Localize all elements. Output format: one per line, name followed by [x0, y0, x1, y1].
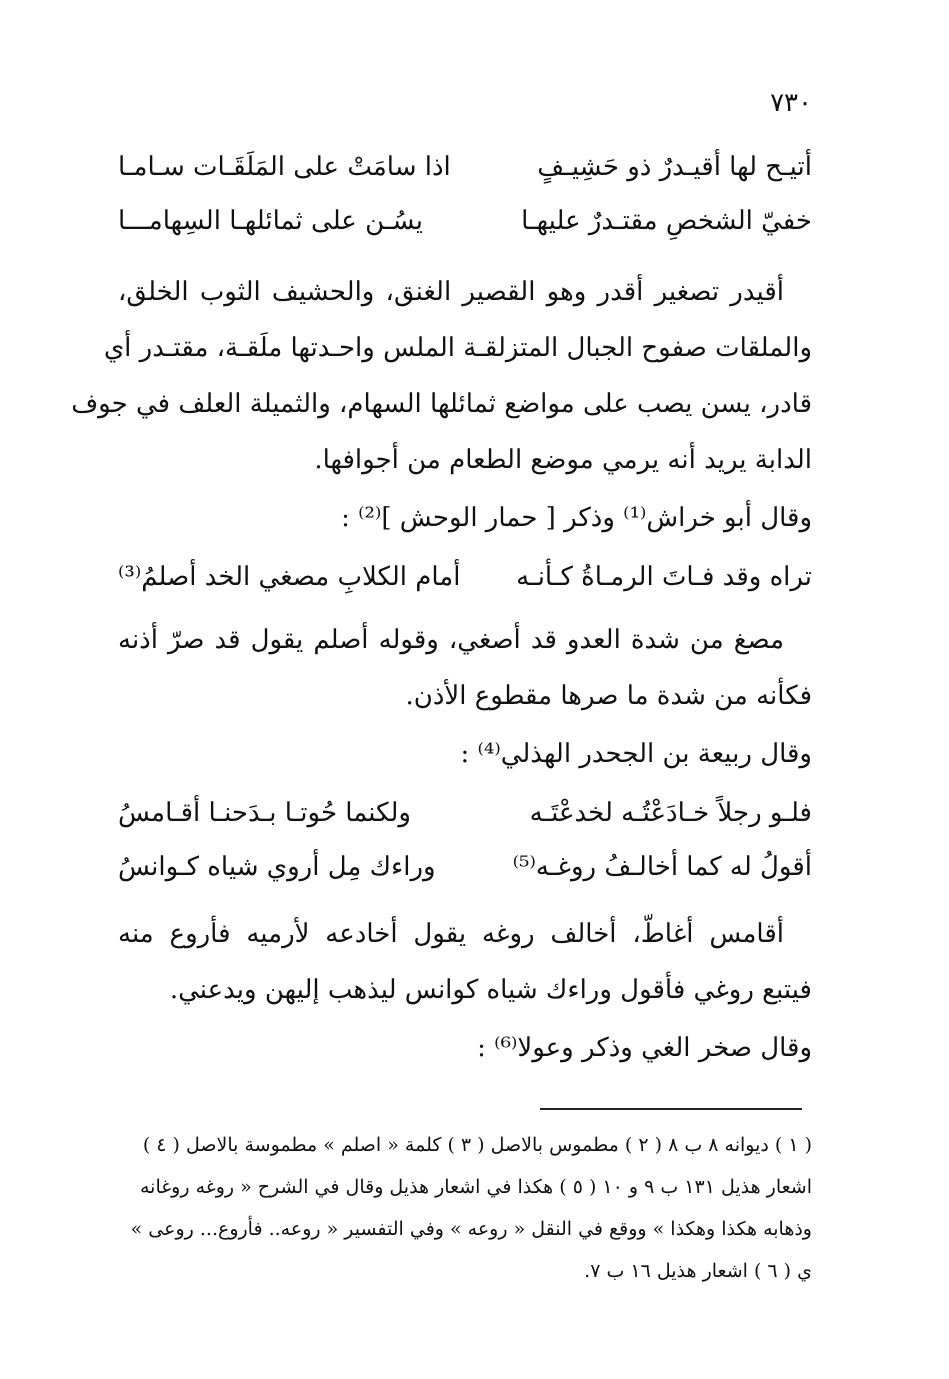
verse-line: [118, 194, 812, 248]
poem-intro-2: وقال أبو خراش⁽¹⁾ وذكر [ حمار الوحش ]⁽²⁾ :: [341, 503, 812, 533]
commentary-paragraph-2: [118, 612, 812, 724]
poem-intro-4: وقال صخر الغي وذكر وعولا⁽⁶⁾ :: [477, 1033, 812, 1063]
verse-line: [118, 786, 812, 840]
verse-hemistich-right: أتيـح لها أقيـدرٌ ذو حَشِيـفٍ: [537, 152, 812, 182]
verse-hemistich-right: فلـو رجلاً خـادَعْتُـه لخدعْتَـه: [529, 798, 812, 828]
verse-line: [118, 550, 812, 604]
verse-line: [118, 840, 812, 894]
verse-hemistich-left: أمام الكلابِ مصغي الخد أصلمُ⁽³⁾: [118, 562, 461, 592]
footnote-line: وذهابه هكذا وهكذا » ووقع في النقل « روعه » وفي التفسير « روعه.. فأروع... روعى »: [130, 1218, 812, 1240]
paragraph-line: أقيدر تصغير أقدر وهو القصير الغنق، والحشيف الثوب الخلق،: [118, 277, 784, 307]
page-number: ٧٣٠: [770, 88, 812, 118]
paragraph-line: مصغ من شدة العدو قد أصغي، وقوله أصلم يقول قد صرّ أذنه: [118, 625, 784, 655]
verse-hemistich-left: يسُـن على ثمائلهـا السِهامـــا: [118, 206, 423, 236]
footnote-line: ي ( ٦ ) اشعار هذيل ١٦ ب ٧.: [584, 1260, 812, 1282]
verse-block-1: [118, 140, 812, 248]
footnotes: [118, 1124, 812, 1292]
verse-hemistich-left: اذا سامَتْ على المَلَقَـات سـامـا: [118, 152, 451, 182]
verse-hemistich-right: تراه وقد فـاتَ الرمـاةُ كـأنـه: [516, 562, 812, 592]
paragraph-line: أقامس أغاطّ، أخالف روغه يقول أخادعه لأرميه فأروع منه: [118, 919, 784, 949]
verse-hemistich-right: خفيّ الشخصِ مقتـدرٌ عليهـا: [521, 206, 812, 236]
paragraph-line: فكأنه من شدة ما صرها مقطوع الأذن.: [405, 681, 812, 711]
commentary-paragraph-3: [118, 906, 812, 1018]
verse-line: [118, 140, 812, 194]
verse-hemistich-right: أقولُ له كما أخالـفُ روغـه⁽⁵⁾: [512, 852, 812, 882]
verse-hemistich-left: وراءك مِل أروي شياه كـوانسُ: [118, 852, 436, 882]
poem-intro-3: وقال ربيعة بن الجحدر الهذلي⁽⁴⁾ :: [460, 739, 812, 769]
paragraph-line: والملقات صفوح الجبال المتزلقـة الملس واحـدتها ملَقـة، مقتـدر أي: [103, 333, 812, 363]
paragraph-line: فيتبع روغي فأقول وراءك شياه كوانس ليذهب إليهن ويدعني.: [169, 975, 812, 1005]
verse-block-3: [118, 786, 812, 894]
footnote-line: ( ١ ) ديوانه ٨ ب ٨ ( ٢ ) مطموس بالاصل ( ٣ ) كلمة « اصلم » مطموسة بالاصل ( ٤ ): [142, 1134, 812, 1156]
paragraph-line: الدابة يريد أنه يرمي موضع الطعام من أجوافها.: [314, 445, 812, 475]
verse-block-2: [118, 550, 812, 604]
footnote-line: اشعار هذيل ١٣١ ب ٩ و ١٠ ( ٥ ) هكذا في اشعار هذيل وقال في الشرح « روغه روغانه: [139, 1176, 812, 1198]
paragraph-line: قادر، يسن يصب على مواضع ثمائلها السهام، والثميلة العلف في جوف: [71, 389, 812, 419]
verse-hemistich-left: ولكنما حُوتـا بـدَحنـا أقـامسُ: [118, 798, 411, 828]
commentary-paragraph-1: [71, 264, 812, 488]
footnote-divider: [540, 1108, 802, 1110]
